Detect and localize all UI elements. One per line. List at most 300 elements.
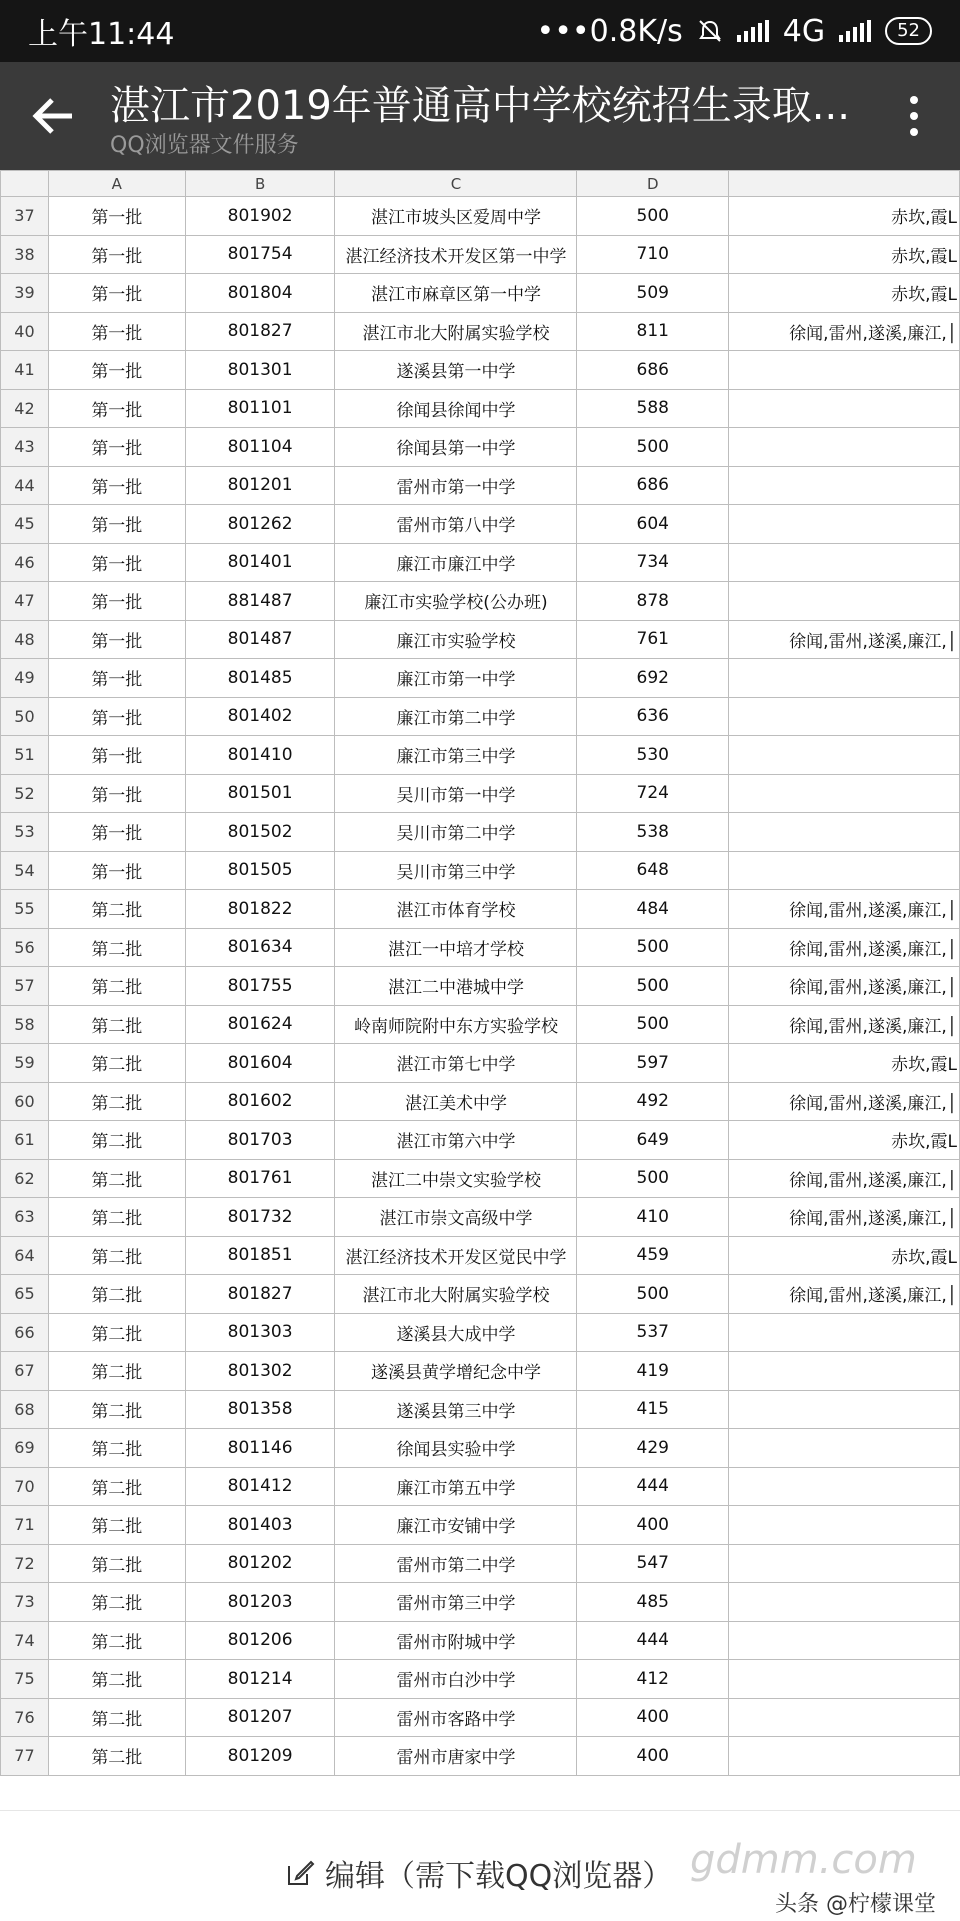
cell-score[interactable]: 500 — [577, 967, 729, 1006]
cell-score[interactable]: 649 — [577, 1121, 729, 1160]
table-row — [1, 1275, 960, 1314]
table-row — [1, 1467, 960, 1506]
cell-school[interactable]: 湛江市北大附属实验学校 — [335, 312, 577, 351]
table-row — [1, 736, 960, 775]
cell-batch[interactable]: 第二批 — [48, 1044, 185, 1083]
row-number[interactable]: 75 — [1, 1660, 49, 1699]
cell-batch[interactable]: 第二批 — [48, 1313, 185, 1352]
cell-school[interactable]: 遂溪县第三中学 — [335, 1390, 577, 1429]
cell-region[interactable]: 赤坎,霞L — [729, 274, 960, 313]
cell-batch[interactable]: 第二批 — [48, 1660, 185, 1699]
cell-region[interactable]: 徐闻,雷州,遂溪,廉江,│ — [729, 312, 960, 351]
cell-code[interactable]: 801401 — [185, 543, 335, 582]
cell-score[interactable]: 636 — [577, 697, 729, 736]
cell-batch[interactable]: 第二批 — [48, 1352, 185, 1391]
cell-batch[interactable]: 第二批 — [48, 890, 185, 929]
row-number[interactable]: 68 — [1, 1390, 49, 1429]
source-credit: 头条 @柠檬课堂 — [775, 1892, 936, 1917]
row-number[interactable]: 47 — [1, 582, 49, 621]
cell-code[interactable]: 801754 — [185, 235, 335, 274]
cell-region[interactable] — [729, 659, 960, 698]
cell-school[interactable]: 湛江市第七中学 — [335, 1044, 577, 1083]
row-number[interactable]: 48 — [1, 620, 49, 659]
cell-school[interactable]: 吴川市第二中学 — [335, 813, 577, 852]
table-row — [1, 1506, 960, 1545]
cell-school[interactable]: 湛江经济技术开发区第一中学 — [335, 235, 577, 274]
column-header-e[interactable] — [729, 171, 960, 197]
cell-region[interactable]: 赤坎,霞L — [729, 1121, 960, 1160]
cell-code[interactable]: 801402 — [185, 697, 335, 736]
row-number[interactable]: 43 — [1, 428, 49, 467]
cell-code[interactable]: 801203 — [185, 1583, 335, 1622]
cell-school[interactable]: 廉江市第五中学 — [335, 1467, 577, 1506]
cell-score[interactable]: 500 — [577, 1275, 729, 1314]
cell-region[interactable]: 徐闻,雷州,遂溪,廉江,│ — [729, 1082, 960, 1121]
cell-batch[interactable]: 第二批 — [48, 1121, 185, 1160]
cell-score[interactable]: 686 — [577, 466, 729, 505]
cell-region[interactable]: 徐闻,雷州,遂溪,廉江,│ — [729, 1005, 960, 1044]
row-number[interactable]: 44 — [1, 466, 49, 505]
cell-school[interactable]: 遂溪县黄学增纪念中学 — [335, 1352, 577, 1391]
cell-score[interactable]: 419 — [577, 1352, 729, 1391]
row-number[interactable]: 58 — [1, 1005, 49, 1044]
row-number[interactable]: 49 — [1, 659, 49, 698]
cell-code[interactable]: 801634 — [185, 928, 335, 967]
cell-score[interactable]: 415 — [577, 1390, 729, 1429]
cell-school[interactable]: 雷州市附城中学 — [335, 1621, 577, 1660]
cell-school[interactable]: 廉江市第三中学 — [335, 736, 577, 775]
cell-code[interactable]: 801827 — [185, 312, 335, 351]
cell-region[interactable] — [729, 1544, 960, 1583]
row-number[interactable]: 72 — [1, 1544, 49, 1583]
status-bar — [0, 0, 960, 62]
cell-score[interactable]: 597 — [577, 1044, 729, 1083]
table-row — [1, 389, 960, 428]
cell-batch[interactable]: 第一批 — [48, 774, 185, 813]
cell-score[interactable]: 547 — [577, 1544, 729, 1583]
cell-score[interactable]: 604 — [577, 505, 729, 544]
cell-batch[interactable]: 第二批 — [48, 1159, 185, 1198]
row-number[interactable]: 60 — [1, 1082, 49, 1121]
cell-code[interactable]: 801201 — [185, 466, 335, 505]
cell-region[interactable] — [729, 543, 960, 582]
column-header-c[interactable]: C — [335, 171, 577, 197]
cell-score[interactable]: 500 — [577, 428, 729, 467]
corner-cell[interactable] — [1, 171, 49, 197]
cell-batch[interactable]: 第一批 — [48, 466, 185, 505]
table-row — [1, 620, 960, 659]
table-row — [1, 312, 960, 351]
cell-batch[interactable]: 第二批 — [48, 1506, 185, 1545]
cell-code[interactable]: 801146 — [185, 1429, 335, 1468]
cell-score[interactable]: 530 — [577, 736, 729, 775]
row-number[interactable]: 52 — [1, 774, 49, 813]
cell-batch[interactable]: 第二批 — [48, 1583, 185, 1622]
row-number[interactable]: 57 — [1, 967, 49, 1006]
table-row — [1, 1198, 960, 1237]
cell-school[interactable]: 廉江市实验学校 — [335, 620, 577, 659]
table-row — [1, 1313, 960, 1352]
row-number[interactable]: 55 — [1, 890, 49, 929]
table-row — [1, 428, 960, 467]
more-options-icon[interactable] — [908, 96, 920, 140]
row-number[interactable]: 38 — [1, 235, 49, 274]
table-row — [1, 890, 960, 929]
cell-score[interactable]: 761 — [577, 620, 729, 659]
cell-batch[interactable]: 第二批 — [48, 1698, 185, 1737]
cell-score[interactable]: 492 — [577, 1082, 729, 1121]
cell-code[interactable]: 801827 — [185, 1275, 335, 1314]
cell-batch[interactable]: 第一批 — [48, 659, 185, 698]
edit-button[interactable] — [285, 1851, 672, 1895]
cell-batch[interactable]: 第一批 — [48, 428, 185, 467]
cell-score[interactable]: 500 — [577, 928, 729, 967]
cell-score[interactable]: 686 — [577, 351, 729, 390]
cell-region[interactable] — [729, 505, 960, 544]
cell-batch[interactable]: 第二批 — [48, 1390, 185, 1429]
cell-batch[interactable]: 第一批 — [48, 582, 185, 621]
cell-score[interactable]: 429 — [577, 1429, 729, 1468]
cell-batch[interactable]: 第二批 — [48, 1621, 185, 1660]
cell-region[interactable]: 徐闻,雷州,遂溪,廉江,│ — [729, 1159, 960, 1198]
table-row — [1, 1544, 960, 1583]
cell-code[interactable]: 801403 — [185, 1506, 335, 1545]
cell-region[interactable]: 徐闻,雷州,遂溪,廉江,│ — [729, 1275, 960, 1314]
cell-score[interactable]: 878 — [577, 582, 729, 621]
cell-school[interactable]: 岭南师院附中东方实验学校 — [335, 1005, 577, 1044]
row-number[interactable]: 39 — [1, 274, 49, 313]
cell-region[interactable] — [729, 1313, 960, 1352]
table-row — [1, 851, 960, 890]
column-header-row — [1, 171, 960, 197]
cell-region[interactable] — [729, 351, 960, 390]
cell-score[interactable]: 734 — [577, 543, 729, 582]
cell-batch[interactable]: 第一批 — [48, 543, 185, 582]
status-icons — [537, 14, 932, 49]
cell-score[interactable]: 485 — [577, 1583, 729, 1622]
row-number[interactable]: 71 — [1, 1506, 49, 1545]
cell-batch[interactable]: 第二批 — [48, 1005, 185, 1044]
row-number[interactable]: 51 — [1, 736, 49, 775]
cell-school[interactable]: 湛江市崇文高级中学 — [335, 1198, 577, 1237]
cell-score[interactable]: 400 — [577, 1737, 729, 1776]
edit-button-label: 编辑（需下载QQ浏览器） — [325, 1859, 673, 1894]
status-time: 上午11:44 — [28, 17, 175, 52]
table-row — [1, 466, 960, 505]
row-number[interactable]: 37 — [1, 197, 49, 236]
row-number[interactable]: 53 — [1, 813, 49, 852]
cell-school[interactable]: 湛江美术中学 — [335, 1082, 577, 1121]
cell-school[interactable]: 廉江市实验学校(公办班) — [335, 582, 577, 621]
table-row — [1, 659, 960, 698]
cell-region[interactable] — [729, 1583, 960, 1622]
cell-school[interactable]: 湛江市第六中学 — [335, 1121, 577, 1160]
app-header — [0, 62, 960, 170]
cell-region[interactable] — [729, 389, 960, 428]
cell-region[interactable] — [729, 813, 960, 852]
row-number[interactable]: 46 — [1, 543, 49, 582]
cell-school[interactable]: 徐闻县徐闻中学 — [335, 389, 577, 428]
row-number[interactable]: 67 — [1, 1352, 49, 1391]
cell-region[interactable] — [729, 428, 960, 467]
cell-batch[interactable]: 第二批 — [48, 1198, 185, 1237]
cell-code[interactable]: 801209 — [185, 1737, 335, 1776]
cell-region[interactable]: 徐闻,雷州,遂溪,廉江,│ — [729, 890, 960, 929]
cell-school[interactable]: 雷州市白沙中学 — [335, 1660, 577, 1699]
cell-batch[interactable]: 第二批 — [48, 1236, 185, 1275]
cell-region[interactable]: 赤坎,霞L — [729, 197, 960, 236]
network-speed: •••0.8K/s — [536, 13, 683, 49]
table-row — [1, 928, 960, 967]
cell-region[interactable]: 徐闻,雷州,遂溪,廉江,│ — [729, 967, 960, 1006]
cell-code[interactable]: 801202 — [185, 1544, 335, 1583]
cell-code[interactable]: 801822 — [185, 890, 335, 929]
cell-batch[interactable]: 第二批 — [48, 1429, 185, 1468]
cell-score[interactable]: 588 — [577, 389, 729, 428]
cell-code[interactable]: 801602 — [185, 1082, 335, 1121]
cell-score[interactable]: 400 — [577, 1698, 729, 1737]
cell-region[interactable] — [729, 1698, 960, 1737]
column-header-d[interactable]: D — [577, 171, 729, 197]
cell-code[interactable]: 801101 — [185, 389, 335, 428]
table-row — [1, 1390, 960, 1429]
watermark: gdmm.com — [690, 1837, 917, 1883]
cell-school[interactable]: 雷州市第二中学 — [335, 1544, 577, 1583]
cell-code[interactable]: 801604 — [185, 1044, 335, 1083]
cell-region[interactable] — [729, 1506, 960, 1545]
cell-score[interactable]: 500 — [577, 1159, 729, 1198]
cell-school[interactable]: 湛江市体育学校 — [335, 890, 577, 929]
cell-batch[interactable]: 第一批 — [48, 813, 185, 852]
cell-school[interactable]: 湛江二中港城中学 — [335, 967, 577, 1006]
cell-school[interactable]: 湛江经济技术开发区觉民中学 — [335, 1236, 577, 1275]
cell-region[interactable]: 赤坎,霞L — [729, 1236, 960, 1275]
cell-region[interactable] — [729, 851, 960, 890]
cell-code[interactable]: 801505 — [185, 851, 335, 890]
cell-region[interactable] — [729, 1660, 960, 1699]
table-row — [1, 505, 960, 544]
row-number[interactable]: 50 — [1, 697, 49, 736]
spreadsheet[interactable] — [0, 170, 960, 1776]
cell-school[interactable]: 廉江市廉江中学 — [335, 543, 577, 582]
cell-score[interactable]: 724 — [577, 774, 729, 813]
cell-region[interactable] — [729, 1352, 960, 1391]
cell-batch[interactable]: 第一批 — [48, 697, 185, 736]
table-row — [1, 1621, 960, 1660]
cell-region[interactable] — [729, 1429, 960, 1468]
cell-school[interactable]: 湛江一中培才学校 — [335, 928, 577, 967]
cell-batch[interactable]: 第二批 — [48, 928, 185, 967]
cell-code[interactable]: 801207 — [185, 1698, 335, 1737]
cell-code[interactable]: 801732 — [185, 1198, 335, 1237]
row-number[interactable]: 76 — [1, 1698, 49, 1737]
cell-code[interactable]: 801262 — [185, 505, 335, 544]
cell-code[interactable]: 801761 — [185, 1159, 335, 1198]
cell-score[interactable]: 410 — [577, 1198, 729, 1237]
cell-batch[interactable]: 第一批 — [48, 351, 185, 390]
cell-code[interactable]: 881487 — [185, 582, 335, 621]
cell-code[interactable]: 801301 — [185, 351, 335, 390]
cell-batch[interactable]: 第一批 — [48, 312, 185, 351]
cell-school[interactable]: 廉江市第二中学 — [335, 697, 577, 736]
cell-batch[interactable]: 第一批 — [48, 620, 185, 659]
cell-school[interactable]: 雷州市第八中学 — [335, 505, 577, 544]
cell-code[interactable]: 801412 — [185, 1467, 335, 1506]
row-number[interactable]: 56 — [1, 928, 49, 967]
row-number[interactable]: 45 — [1, 505, 49, 544]
cell-region[interactable] — [729, 697, 960, 736]
row-number[interactable]: 73 — [1, 1583, 49, 1622]
table-row — [1, 543, 960, 582]
cell-code[interactable]: 801485 — [185, 659, 335, 698]
cell-region[interactable] — [729, 1390, 960, 1429]
cell-batch[interactable]: 第二批 — [48, 1467, 185, 1506]
cell-batch[interactable]: 第一批 — [48, 235, 185, 274]
cell-region[interactable] — [729, 774, 960, 813]
row-number[interactable]: 65 — [1, 1275, 49, 1314]
cell-region[interactable]: 徐闻,雷州,遂溪,廉江,│ — [729, 620, 960, 659]
cell-school[interactable]: 湛江市坡头区爱周中学 — [335, 197, 577, 236]
signal-icon-2 — [839, 20, 871, 42]
cell-code[interactable]: 801358 — [185, 1390, 335, 1429]
cell-batch[interactable]: 第二批 — [48, 1275, 185, 1314]
cell-region[interactable] — [729, 736, 960, 775]
cell-region[interactable]: 徐闻,雷州,遂溪,廉江,│ — [729, 928, 960, 967]
signal-icon — [737, 20, 769, 42]
cell-batch[interactable]: 第二批 — [48, 967, 185, 1006]
cell-code[interactable]: 801410 — [185, 736, 335, 775]
row-number[interactable]: 40 — [1, 312, 49, 351]
cell-region[interactable]: 赤坎,霞L — [729, 1044, 960, 1083]
cell-code[interactable]: 801501 — [185, 774, 335, 813]
table-row — [1, 582, 960, 621]
cell-batch[interactable]: 第一批 — [48, 736, 185, 775]
cell-code[interactable]: 801755 — [185, 967, 335, 1006]
cell-region[interactable]: 徐闻,雷州,遂溪,廉江,│ — [729, 1198, 960, 1237]
row-number[interactable]: 74 — [1, 1621, 49, 1660]
cell-school[interactable]: 徐闻县实验中学 — [335, 1429, 577, 1468]
cell-score[interactable]: 648 — [577, 851, 729, 890]
cell-school[interactable]: 吴川市第三中学 — [335, 851, 577, 890]
cell-school[interactable]: 雷州市客路中学 — [335, 1698, 577, 1737]
table-row — [1, 351, 960, 390]
table-row — [1, 1698, 960, 1737]
row-number[interactable]: 59 — [1, 1044, 49, 1083]
cell-score[interactable]: 444 — [577, 1467, 729, 1506]
cell-code[interactable]: 801487 — [185, 620, 335, 659]
cell-region[interactable]: 赤坎,霞L — [729, 235, 960, 274]
cell-region[interactable] — [729, 582, 960, 621]
cell-score[interactable]: 444 — [577, 1621, 729, 1660]
cell-code[interactable]: 801214 — [185, 1660, 335, 1699]
cell-score[interactable]: 500 — [577, 1005, 729, 1044]
cell-score[interactable]: 412 — [577, 1660, 729, 1699]
cell-region[interactable] — [729, 1621, 960, 1660]
row-number[interactable]: 63 — [1, 1198, 49, 1237]
cell-code[interactable]: 801206 — [185, 1621, 335, 1660]
cell-score[interactable]: 692 — [577, 659, 729, 698]
column-header-a[interactable]: A — [48, 171, 185, 197]
cell-code[interactable]: 801302 — [185, 1352, 335, 1391]
cell-school[interactable]: 遂溪县大成中学 — [335, 1313, 577, 1352]
cell-region[interactable] — [729, 1737, 960, 1776]
bottom-bar — [0, 1810, 960, 1921]
cell-region[interactable] — [729, 466, 960, 505]
cell-school[interactable]: 遂溪县第一中学 — [335, 351, 577, 390]
row-number[interactable]: 70 — [1, 1467, 49, 1506]
row-number[interactable]: 61 — [1, 1121, 49, 1160]
cell-school[interactable]: 雷州市第三中学 — [335, 1583, 577, 1622]
cell-score[interactable]: 484 — [577, 890, 729, 929]
row-number[interactable]: 41 — [1, 351, 49, 390]
table-row — [1, 1044, 960, 1083]
cell-code[interactable]: 801902 — [185, 197, 335, 236]
cell-school[interactable]: 吴川市第一中学 — [335, 774, 577, 813]
cell-code[interactable]: 801851 — [185, 1236, 335, 1275]
cell-score[interactable]: 500 — [577, 197, 729, 236]
table-row — [1, 1236, 960, 1275]
cell-batch[interactable]: 第一批 — [48, 389, 185, 428]
cell-batch[interactable]: 第一批 — [48, 197, 185, 236]
cell-score[interactable]: 537 — [577, 1313, 729, 1352]
cell-school[interactable]: 湛江二中崇文实验学校 — [335, 1159, 577, 1198]
cell-school[interactable]: 徐闻县第一中学 — [335, 428, 577, 467]
cell-score[interactable]: 710 — [577, 235, 729, 274]
table-row — [1, 1737, 960, 1776]
cell-region[interactable] — [729, 1467, 960, 1506]
cell-school[interactable]: 雷州市唐家中学 — [335, 1737, 577, 1776]
cell-school[interactable]: 湛江市北大附属实验学校 — [335, 1275, 577, 1314]
row-number[interactable]: 77 — [1, 1737, 49, 1776]
table-row — [1, 697, 960, 736]
cell-batch[interactable]: 第一批 — [48, 274, 185, 313]
cell-batch[interactable]: 第二批 — [48, 1082, 185, 1121]
table-row — [1, 197, 960, 236]
cell-code[interactable]: 801104 — [185, 428, 335, 467]
cell-school[interactable]: 廉江市第一中学 — [335, 659, 577, 698]
table-row — [1, 1082, 960, 1121]
row-number[interactable]: 54 — [1, 851, 49, 890]
cell-batch[interactable]: 第一批 — [48, 851, 185, 890]
cell-code[interactable]: 801804 — [185, 274, 335, 313]
row-number[interactable]: 64 — [1, 1236, 49, 1275]
row-number[interactable]: 42 — [1, 389, 49, 428]
cell-school[interactable]: 雷州市第一中学 — [335, 466, 577, 505]
cell-score[interactable]: 459 — [577, 1236, 729, 1275]
back-arrow-icon[interactable] — [30, 92, 78, 140]
cell-score[interactable]: 538 — [577, 813, 729, 852]
cell-code[interactable]: 801303 — [185, 1313, 335, 1352]
cell-batch[interactable]: 第二批 — [48, 1544, 185, 1583]
cell-batch[interactable]: 第二批 — [48, 1737, 185, 1776]
network-type: 4G — [782, 13, 826, 49]
cell-code[interactable]: 801502 — [185, 813, 335, 852]
cell-score[interactable]: 811 — [577, 312, 729, 351]
cell-batch[interactable]: 第一批 — [48, 505, 185, 544]
table-row — [1, 1121, 960, 1160]
cell-score[interactable]: 509 — [577, 274, 729, 313]
spreadsheet-table — [0, 170, 960, 1776]
cell-code[interactable]: 801624 — [185, 1005, 335, 1044]
cell-score[interactable]: 400 — [577, 1506, 729, 1545]
cell-code[interactable]: 801703 — [185, 1121, 335, 1160]
row-number[interactable]: 69 — [1, 1429, 49, 1468]
column-header-b[interactable]: B — [185, 171, 335, 197]
cell-school[interactable]: 廉江市安铺中学 — [335, 1506, 577, 1545]
cell-school[interactable]: 湛江市麻章区第一中学 — [335, 274, 577, 313]
row-number[interactable]: 66 — [1, 1313, 49, 1352]
row-number[interactable]: 62 — [1, 1159, 49, 1198]
